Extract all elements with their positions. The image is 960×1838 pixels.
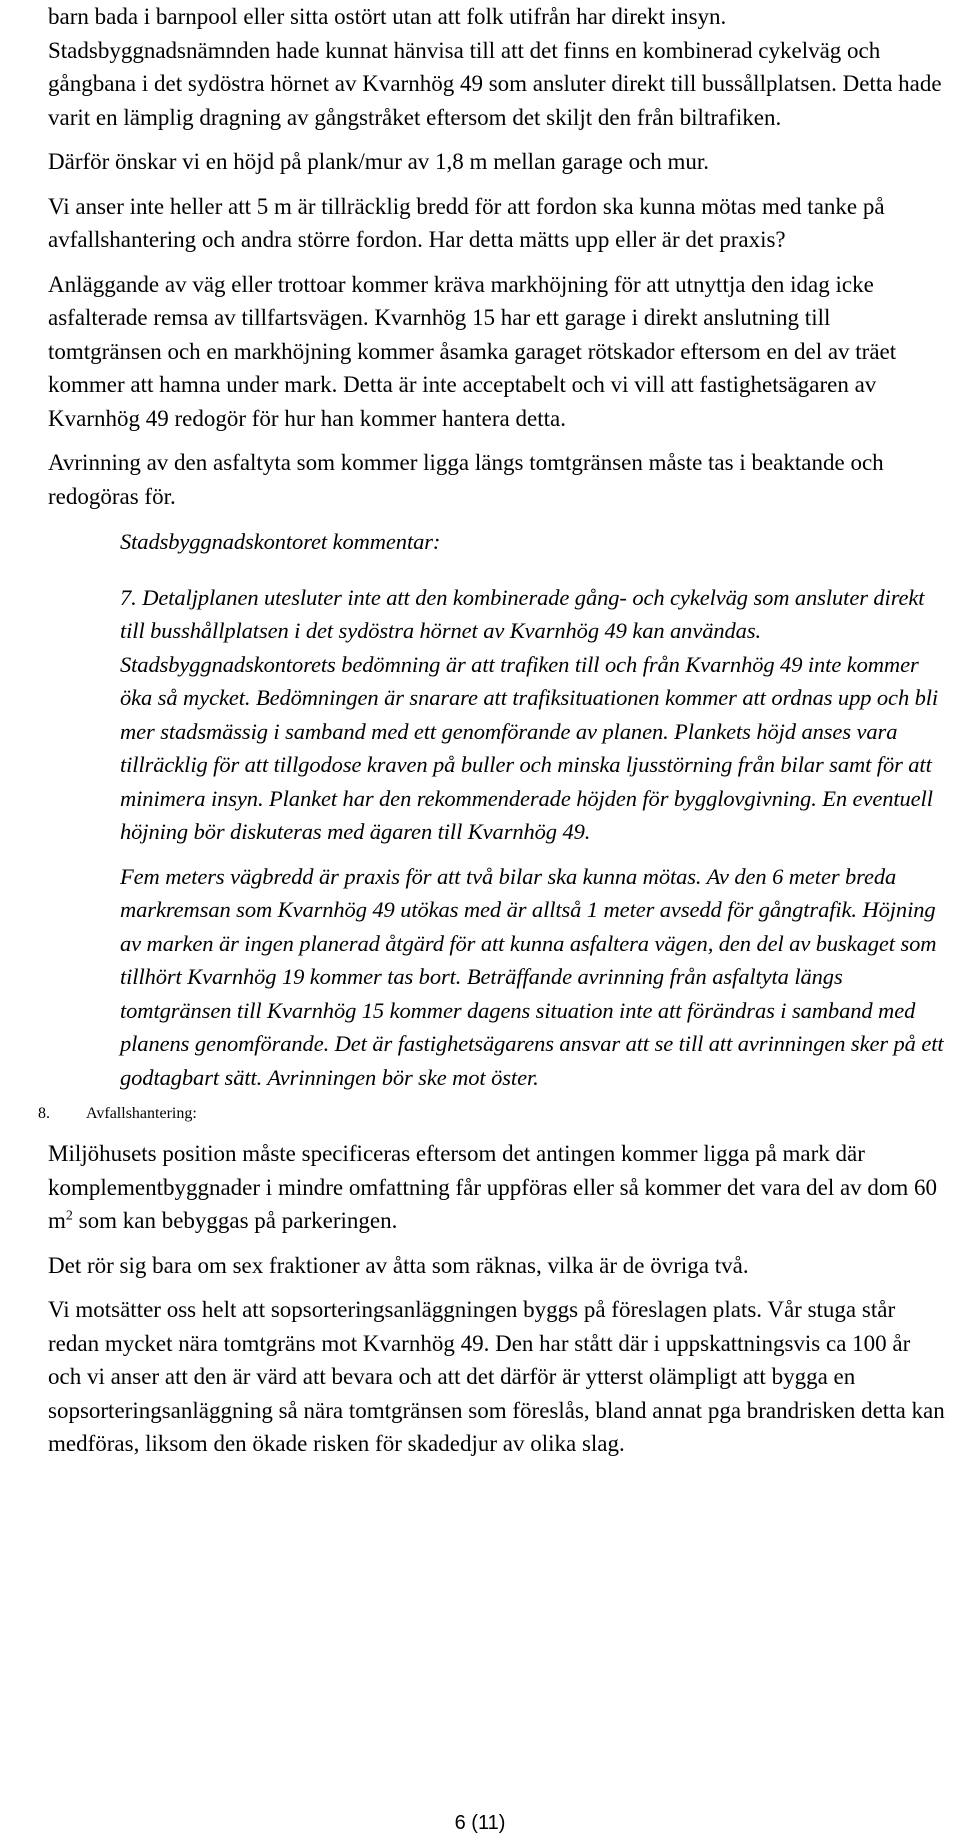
body-paragraph-1: barn bada i barnpool eller sitta ostört utan att folk utifrån har direkt insyn. Stadsbyggnadsnämnden hade kunnat hänvisa till att det finns en kombinerad cykelväg och gångbana i det sydöstra hörnet av Kvarnhög 49 som ansluter direkt till bussållplatsen. Detta hade varit en lämplig dragning av gångstråket eftersom det skiljt den från biltrafiken. [48, 4, 942, 130]
document-page [38, 0, 948, 1472]
section-paragraph-3: Vi motsätter oss helt att sopsorteringsanläggningen byggs på föreslagen plats. Vår stuga står redan mycket nära tomtgräns mot Kvarnhög 49. Den har stått där i uppskattningsvis ca 100 år och vi anser att den är värd att bevara och att det därför är ytterst olämpligt att bygga en sopsorteringsanläggning så nära tomtgränsen som föreslås, bland annat pga brandrisken detta kan medföras, liksom den ökade risken för skadedjur av olika slag. [48, 1297, 945, 1456]
comment-heading: Stadsbyggnadskontoret kommentar: [120, 529, 441, 554]
body-paragraph-5: Avrinning av den asfaltyta som kommer ligga längs tomtgränsen måste tas i beaktande och redogöras för. [48, 450, 884, 509]
comment-paragraph-2: Fem meters vägbredd är praxis för att två bilar ska kunna mötas. Av den 6 meter breda markremsan som Kvarnhög 49 utökas med är alltså 1 meter avsedd för gångtrafik. Höjning av marken är ingen planerad åtgärd för att kunna asfaltera vägen, den del av buskaget som tillhört Kvarnhög 19 kommer tas bort. Beträffande avrinning från asfaltyta längs tomtgränsen till Kvarnhög 15 kommer dagens situation inte att förändras i samband med planens genomförande. Det är fastighetsägarens ansvar att se till att avrinningen sker på ett godtagbart sätt. Avrinningen bör ske mot öster. [120, 863, 944, 1090]
body-paragraph-2: Därför önskar vi en höjd på plank/mur av 1,8 m mellan garage och mur. [48, 149, 710, 174]
body-paragraph-4: Anläggande av väg eller trottoar kommer kräva markhöjning för att utnyttja den idag icke asfalterade remsa av tillfartsvägen. Kvarnhög 15 har ett garage i direkt anslutning till tomtgränsen och en markhöjning kommer åsamka garaget rötskador eftersom en del av träet kommer att hamna under mark. Detta är inte acceptabelt och vi vill att fastighetsägaren av Kvarnhög 49 redogör för hur han kommer hantera detta. [48, 271, 897, 431]
superscript-two: 2 [65, 1208, 73, 1224]
comment-paragraph-1: 7. Detaljplanen utesluter inte att den kombinerade gång- och cykelväg som ansluter direkt till busshållplatsen i det sydöstra hörnet av Kvarnhög 49 kan användas. Stadsbyggnadskontorets bedömning är att trafiken till och från Kvarnhög 49 inte kommer öka så mycket. Bedömningen är snarare att trafiksituationen kommer att ordnas upp och bli mer stadsmässig i samband med ett genomförande av planen. Plankets höjd anses vara tillräcklig för att tillgodose kraven på buller och minska ljusstörning från bilar samt för att minimera insyn. Planket har den rekommenderade höjden för bygglovgivning. En eventuell höjning bör diskuteras med ägaren till Kvarnhög 49. [120, 584, 939, 844]
section-paragraph-2: Det rör sig bara om sex fraktioner av åtta som räknas, vilka är de övriga två. [48, 1252, 749, 1278]
section-paragraph-1-tail: som kan bebyggas på parkeringen. [72, 1208, 398, 1233]
page-number: 6 (11) [454, 1812, 506, 1834]
body-paragraph-3: Vi anser inte heller att 5 m är tillräcklig bredd för att fordon ska kunna mötas med tanke på avfallshantering och andra större fordon. Har detta mätts upp eller är det praxis? [48, 193, 885, 252]
section-paragraph-1 [48, 1137, 948, 1238]
section-paragraph-1-text: Miljöhusets position måste specificeras eftersom det antingen kommer ligga på mark där komplementbyggnader i mindre omfattning får uppföras eller så kommer det vara del av dom 60 m [48, 1141, 938, 1233]
section-heading [38, 1105, 948, 1123]
section-title: Avfallshantering: [86, 1105, 197, 1122]
office-comment [48, 525, 948, 1094]
section-number: 8. [38, 1105, 50, 1122]
